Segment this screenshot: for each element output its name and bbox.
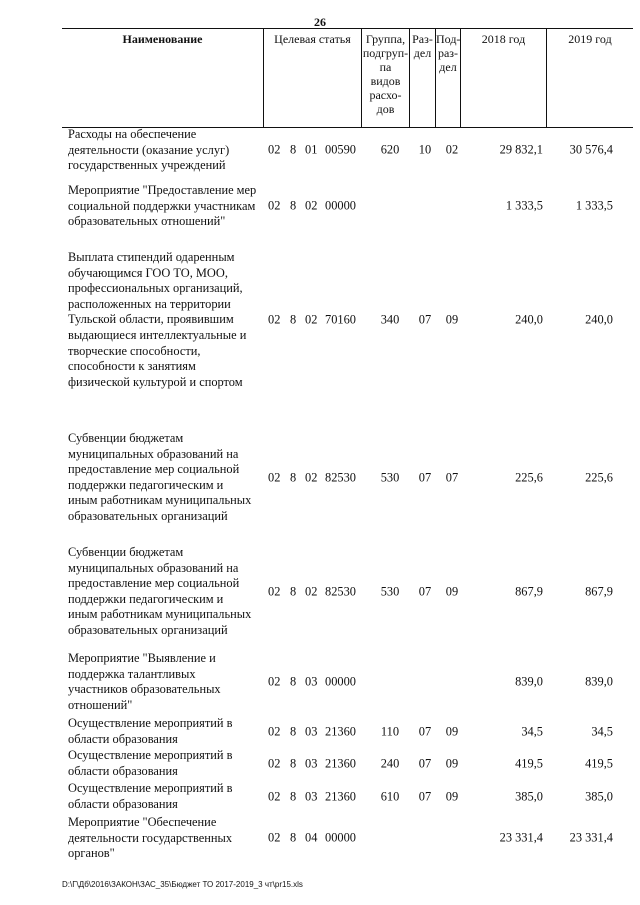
header-line: подгруп-: [362, 46, 409, 60]
target-part: 21360: [325, 724, 356, 739]
target-part: 04: [305, 830, 318, 845]
section-code: 07: [418, 470, 432, 485]
target-part: 02: [268, 830, 281, 845]
row-name: [68, 815, 268, 862]
table-header: [62, 28, 633, 128]
row-name-line: способности к занятиям: [68, 359, 196, 374]
target-part: 02: [268, 789, 281, 804]
header-subsection: [435, 29, 461, 127]
row-name-line: Осуществление мероприятий в: [68, 748, 233, 762]
group-code: 610: [380, 789, 400, 804]
header-line: дел: [439, 60, 457, 74]
table-row: [0, 431, 640, 525]
amount-2018: 839,0: [515, 674, 543, 689]
table-row: [0, 716, 640, 747]
row-name-line: участников образовательных: [68, 682, 221, 697]
target-part: 03: [305, 674, 318, 689]
target-part: 8: [290, 756, 297, 771]
row-name-line: иным работникам муниципальных: [68, 493, 252, 508]
section-code: 07: [418, 584, 432, 599]
row-name-line: обучающимся ГОО ТО, МОО,: [68, 265, 228, 280]
row-name-line: Выплата стипендий одаренным: [68, 250, 235, 264]
amount-2018: 419,5: [515, 756, 543, 771]
row-name-line: государственных учреждений: [68, 158, 226, 173]
row-name: [68, 716, 268, 747]
row-name-line: Субвенции бюджетам: [68, 545, 184, 559]
group-code: 340: [380, 312, 400, 327]
row-name: [68, 545, 268, 639]
row-name-line: иным работникам муниципальных: [68, 607, 252, 622]
table-row: [0, 250, 640, 390]
target-part: 00000: [325, 674, 356, 689]
row-name-line: Мероприятие "Обеспечение: [68, 815, 217, 829]
file-path-footer: D:\Г\Дб\2016\ЗАКОН\ЗАС_35\Бюджет ТО 2017-2019_3 чт\pr15.xls: [62, 880, 303, 889]
target-part: 8: [290, 724, 297, 739]
target-part: 02: [268, 142, 281, 157]
amount-2018: 867,9: [515, 584, 543, 599]
header-line: Раз-: [412, 32, 433, 46]
table-row: [0, 183, 640, 230]
row-name-line: области образования: [68, 763, 178, 778]
header-2019: 2019 год: [568, 32, 612, 46]
target-part: 03: [305, 756, 318, 771]
group-code: 530: [380, 470, 400, 485]
amount-2019: 23 331,4: [569, 830, 613, 845]
row-name-line: Осуществление мероприятий в: [68, 716, 233, 730]
row-name-line: Мероприятие "Предоставление мер: [68, 183, 257, 197]
amount-2019: 1 333,5: [575, 198, 613, 213]
header-2018: 2018 год: [461, 29, 547, 127]
row-name-line: поддержки педагогическим и: [68, 591, 224, 606]
header-line: расхо-: [369, 88, 402, 102]
target-part: 82530: [325, 470, 356, 485]
row-name-line: органов": [68, 846, 115, 861]
page-number: 26: [314, 15, 326, 29]
target-part: 82530: [325, 584, 356, 599]
group-code: 530: [380, 584, 400, 599]
target-part: 00000: [325, 198, 356, 213]
amount-2019: 385,0: [585, 789, 613, 804]
row-name-line: муниципальных образований на: [68, 560, 239, 575]
amount-2019: 225,6: [585, 470, 613, 485]
row-name-line: поддержки педагогическим и: [68, 477, 224, 492]
row-name-line: предоставление мер социальной: [68, 576, 240, 591]
section-code: 07: [418, 312, 432, 327]
row-name-line: творческие способности,: [68, 343, 201, 358]
row-name-line: поддержка талантливых: [68, 666, 196, 681]
group-code: 620: [380, 142, 400, 157]
amount-2018: 29 832,1: [499, 142, 543, 157]
header-group: [361, 29, 409, 127]
row-name-line: деятельности государственных: [68, 830, 233, 845]
target-part: 02: [305, 312, 318, 327]
header-section: [409, 29, 435, 127]
subsection-code: 09: [445, 756, 459, 771]
amount-2019: 419,5: [585, 756, 613, 771]
target-part: 8: [290, 470, 297, 485]
subsection-code: 09: [445, 789, 459, 804]
target-part: 02: [268, 756, 281, 771]
amount-2019: 839,0: [585, 674, 613, 689]
amount-2019: 30 576,4: [569, 142, 613, 157]
row-name-line: социальной поддержки участникам: [68, 198, 256, 213]
target-part: 8: [290, 789, 297, 804]
section-code: 07: [418, 756, 432, 771]
row-name-line: муниципальных образований на: [68, 446, 239, 461]
header-line: видов: [370, 74, 401, 88]
target-part: 8: [290, 674, 297, 689]
row-name-line: деятельности (оказание услуг): [68, 142, 230, 157]
target-part: 02: [268, 198, 281, 213]
subsection-code: 09: [445, 312, 459, 327]
target-part: 02: [305, 198, 318, 213]
target-part: 21360: [325, 756, 356, 771]
row-name-line: образовательных отношений": [68, 214, 226, 229]
section-code: 10: [418, 142, 432, 157]
target-part: 8: [290, 312, 297, 327]
header-line: дов: [376, 102, 395, 116]
row-name-line: профессиональных организаций,: [68, 281, 243, 296]
target-part: 02: [268, 724, 281, 739]
amount-2019: 34,5: [591, 724, 613, 739]
row-name-line: Расходы на обеспечение: [68, 127, 197, 141]
section-code: 07: [418, 789, 432, 804]
target-part: 00590: [325, 142, 356, 157]
table-row: [0, 651, 640, 713]
target-part: 21360: [325, 789, 356, 804]
row-name: [68, 127, 268, 174]
amount-2019: 240,0: [585, 312, 613, 327]
row-name-line: Субвенции бюджетам: [68, 431, 184, 445]
row-name-line: физической культурой и спортом: [68, 374, 243, 389]
target-part: 02: [305, 584, 318, 599]
table-row: [0, 127, 640, 174]
amount-2018: 1 333,5: [505, 198, 543, 213]
amount-2018: 225,6: [515, 470, 543, 485]
amount-2018: 23 331,4: [499, 830, 543, 845]
target-part: 8: [290, 584, 297, 599]
header-name: Наименование: [122, 32, 203, 46]
row-name: [68, 431, 268, 525]
target-part: 03: [305, 789, 318, 804]
row-name-line: Мероприятие "Выявление и: [68, 651, 216, 665]
row-name: [68, 183, 268, 230]
table-row: [0, 815, 640, 862]
row-name-line: образовательных организаций: [68, 508, 228, 523]
row-name-line: выдающиеся интеллектуальные и: [68, 327, 247, 342]
target-part: 02: [305, 470, 318, 485]
row-name: [68, 651, 268, 713]
target-part: 01: [305, 142, 318, 157]
target-part: 8: [290, 142, 297, 157]
table-row: [0, 545, 640, 639]
subsection-code: 02: [445, 142, 459, 157]
row-name-line: Тульской области, проявившим: [68, 312, 234, 327]
amount-2019: 867,9: [585, 584, 613, 599]
subsection-code: 09: [445, 724, 459, 739]
header-line: дел: [413, 46, 432, 60]
header-line: Группа,: [365, 32, 406, 46]
row-name-line: образовательных организаций: [68, 622, 228, 637]
row-name-line: отношений": [68, 697, 133, 712]
row-name: [68, 250, 268, 390]
subsection-code: 07: [445, 470, 459, 485]
amount-2018: 385,0: [515, 789, 543, 804]
row-name-line: области образования: [68, 796, 178, 811]
table-row: [0, 781, 640, 812]
amount-2018: 240,0: [515, 312, 543, 327]
header-line: па: [379, 60, 392, 74]
target-part: 8: [290, 830, 297, 845]
row-name: [68, 781, 268, 812]
row-name-line: расположенных на территории: [68, 296, 231, 311]
target-part: 02: [268, 584, 281, 599]
target-part: 02: [268, 312, 281, 327]
header-target: Целевая статья: [263, 29, 361, 127]
group-code: 110: [380, 724, 400, 739]
target-part: 02: [268, 674, 281, 689]
target-part: 03: [305, 724, 318, 739]
target-part: 00000: [325, 830, 356, 845]
amount-2018: 34,5: [521, 724, 543, 739]
group-code: 240: [380, 756, 400, 771]
target-part: 70160: [325, 312, 356, 327]
header-line: раз-: [437, 46, 459, 60]
subsection-code: 09: [445, 584, 459, 599]
table-row: [0, 748, 640, 779]
row-name: [68, 748, 268, 779]
row-name-line: Осуществление мероприятий в: [68, 781, 233, 795]
target-part: 02: [268, 470, 281, 485]
target-part: 8: [290, 198, 297, 213]
row-name-line: предоставление мер социальной: [68, 462, 240, 477]
section-code: 07: [418, 724, 432, 739]
header-line: Под-: [436, 32, 461, 46]
row-name-line: области образования: [68, 731, 178, 746]
